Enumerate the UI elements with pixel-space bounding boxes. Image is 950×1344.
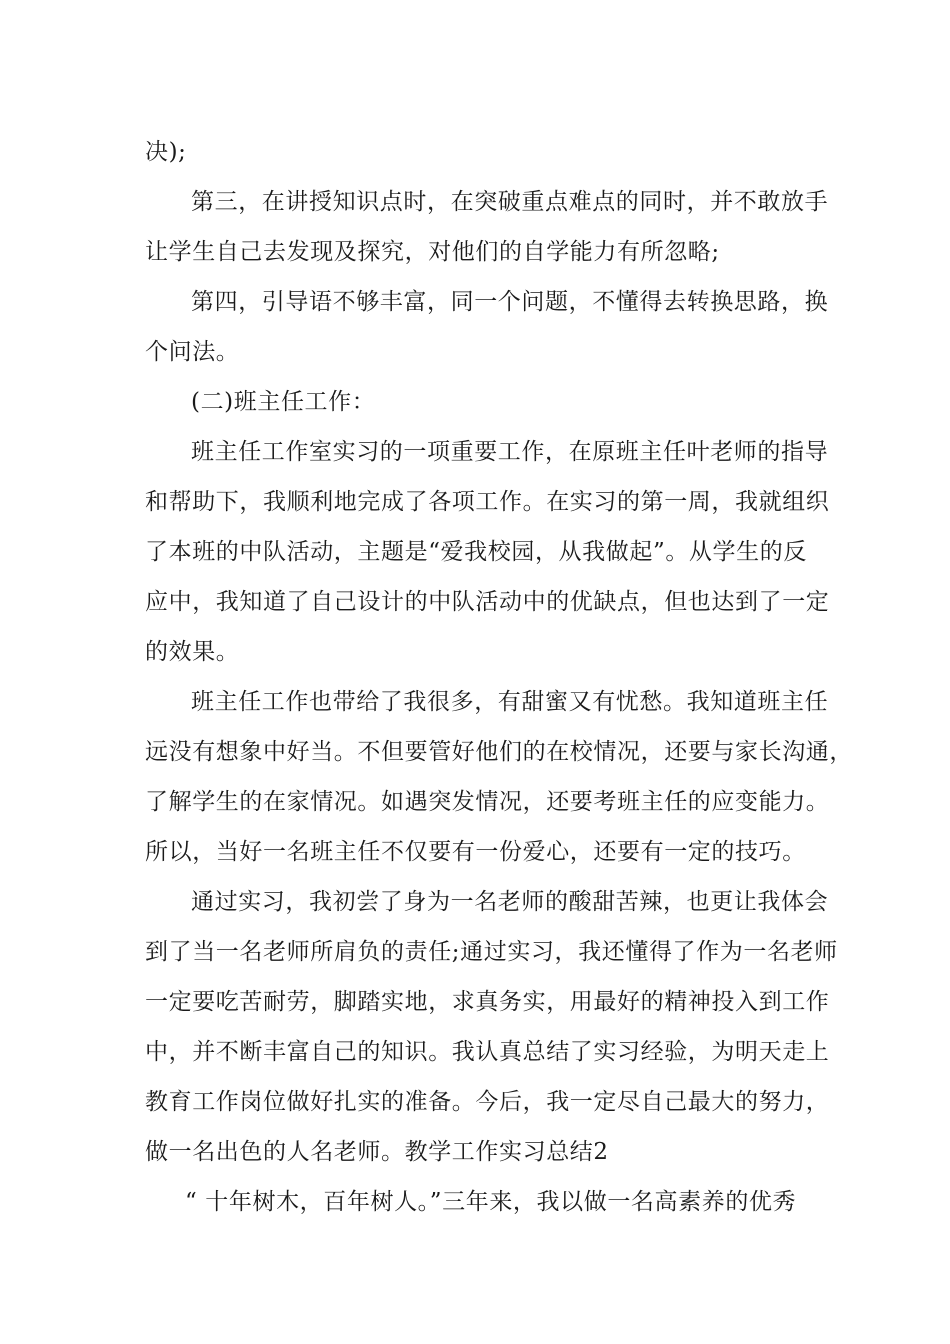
- text-line: 通过实习，我初尝了身为一名老师的酸甜苦辣，也更让我体会: [191, 889, 829, 915]
- text-line: 中，并不断丰富自己的知识。我认真总结了实习经验，为明天走上: [145, 1039, 830, 1065]
- text-line: 做一名出色的人名老师。教学工作实习总结2: [145, 1139, 609, 1165]
- text-line: 远没有想象中好当。不但要管好他们的在校情况，还要与家长沟通，: [145, 739, 853, 765]
- text-line: 个问法。: [145, 339, 240, 365]
- text-line: 教育工作岗位做好扎实的准备。今后，我一定尽自己最大的努力，: [145, 1089, 830, 1115]
- text-line: 班主任工作也带给了我很多，有甜蜜又有忧愁。我知道班主任: [191, 689, 829, 715]
- text-line: 的效果。: [145, 639, 240, 665]
- text-line: 应中，我知道了自己设计的中队活动中的优缺点，但也达到了一定: [145, 589, 830, 615]
- text-line: 决);: [145, 139, 187, 165]
- text-line: 和帮助下，我顺利地完成了各项工作。在实习的第一周，我就组织: [145, 489, 830, 515]
- text-line: 第四，引导语不够丰富，同一个问题，不懂得去转换思路，换: [191, 289, 829, 315]
- text-line: “ 十年树木，百年树人。”三年来，我以做一名高素养的优秀: [185, 1189, 797, 1215]
- text-line: 班主任工作室实习的一项重要工作，在原班主任叶老师的指导: [191, 439, 829, 465]
- text-line: 一定要吃苦耐劳，脚踏实地，求真务实，用最好的精神投入到工作: [145, 989, 830, 1015]
- text-line: 到了当一名老师所肩负的责任;通过实习，我还懂得了作为一名老师: [145, 939, 838, 965]
- text-line: 所以，当好一名班主任不仅要有一份爱心，还要有一定的技巧。: [145, 839, 806, 865]
- text-line: 了本班的中队活动，主题是“爱我校园，从我做起”。从学生的反: [145, 539, 807, 565]
- text-line: 让学生自己去发现及探究，对他们的自学能力有所忽略;: [145, 239, 720, 265]
- text-line: 了解学生的在家情况。如遇突发情况，还要考班主任的应变能力。: [145, 789, 830, 815]
- text-line: 第三，在讲授知识点时，在突破重点难点的同时，并不敢放手: [191, 189, 829, 215]
- section-heading: (二)班主任工作：: [191, 389, 376, 415]
